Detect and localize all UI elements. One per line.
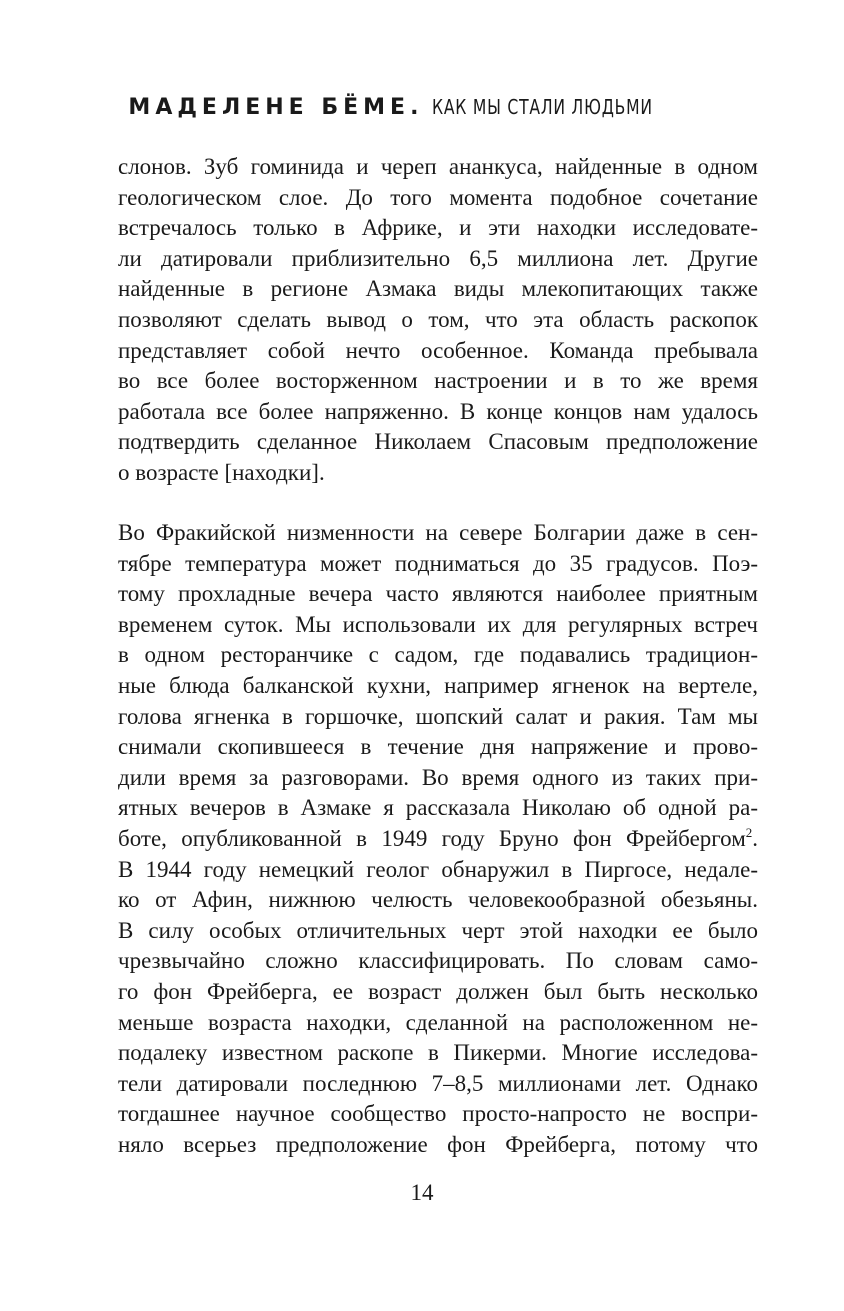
- paragraph-1: [118, 152, 758, 489]
- text-line: тому прохладные вечера часто являются наиболее приятным: [118, 581, 758, 607]
- text-line: тябре температура может подниматься до 35 градусов. Поэ-: [118, 550, 758, 576]
- running-head-title: КАК МЫ СТАЛИ ЛЮДЬМИ: [432, 95, 654, 119]
- text-line: слонов. Зуб гоминида и череп ананкуса, найденные в одном: [118, 154, 758, 179]
- running-head: [0, 92, 844, 123]
- page-number: 14: [410, 1180, 434, 1205]
- text-line: голова ягненка в горшочке, шопский салат и ракия. Там мы: [118, 703, 758, 729]
- text-line: меньше возраста находки, сделанной на расположенном не-: [118, 1009, 758, 1035]
- text-line-tail: .: [752, 825, 758, 851]
- text-line: няло всерьез предположение фон Фрейберга, потому что: [118, 1131, 758, 1157]
- text-line: В 1944 году немецкий геолог обнаружил в Пиргосе, недале-: [118, 856, 758, 882]
- text-line: ятных вечеров в Азмаке я рассказала Николаю об одной ра-: [118, 795, 758, 821]
- text-line: тели датировали последнюю 7–8,5 миллионами лет. Однако: [118, 1070, 758, 1096]
- text-line: В силу особых отличительных черт этой находки ее было: [118, 917, 758, 943]
- text-line-body: боте, опубликованной в 1949 году Бруно фон Фрейбергом: [118, 825, 746, 851]
- text-line: в одном ресторанчике с садом, где подавались традицион-: [118, 642, 758, 668]
- text-line: представляет собой нечто особенное. Команда пребывала: [118, 337, 758, 363]
- text-line: ли датировали приблизительно 6,5 миллиона лет. Другие: [118, 245, 758, 271]
- running-head-author: МАДЕЛЕНЕ БЁМЕ.: [128, 95, 424, 120]
- text-line: тогдашнее научное сообщество просто-напросто не воспри-: [118, 1101, 758, 1127]
- text-line: о возрасте [находки].: [118, 459, 325, 485]
- footnote-marker: 2: [745, 824, 753, 840]
- text-line-with-footnote: [118, 824, 758, 855]
- text-line: чрезвычайно сложно классифицировать. По словам само-: [118, 948, 758, 974]
- text-line: подалеку известном раскопе в Пикерми. Многие исследова-: [118, 1040, 758, 1066]
- text-line: ко от Афин, нижнюю челюсть человекообразной обезьяны.: [118, 887, 758, 913]
- text-line: встречалось только в Африке, и эти находки исследовате-: [118, 215, 758, 241]
- text-line: геологическом слое. До того момента подобное сочетание: [118, 184, 758, 210]
- text-line: го фон Фрейберга, ее возраст должен был быть несколько: [118, 978, 758, 1004]
- text-line: подтвердить сделанное Николаем Спасовым предположение: [118, 429, 758, 455]
- text-line: работала все более напряженно. В конце концов нам удалось: [118, 398, 758, 424]
- text-line: снимали скопившееся в течение дня напряжение и прово-: [118, 734, 758, 760]
- text-line: найденные в регионе Азмака виды млекопитающих также: [118, 276, 758, 302]
- text-line: во все более восторженном настроении и в то же время: [118, 368, 758, 394]
- text-line: ные блюда балканской кухни, например ягненок на вертеле,: [118, 672, 758, 698]
- paragraph-2: [118, 518, 758, 1160]
- text-line: временем суток. Мы использовали их для регулярных встреч: [118, 611, 758, 637]
- text-line: Во Фракийской низменности на севере Болгарии даже в сен-: [118, 520, 758, 545]
- text-line: дили время за разговорами. Во время одного из таких при-: [118, 764, 758, 790]
- text-line: позволяют сделать вывод о том, что эта область раскопок: [118, 306, 758, 332]
